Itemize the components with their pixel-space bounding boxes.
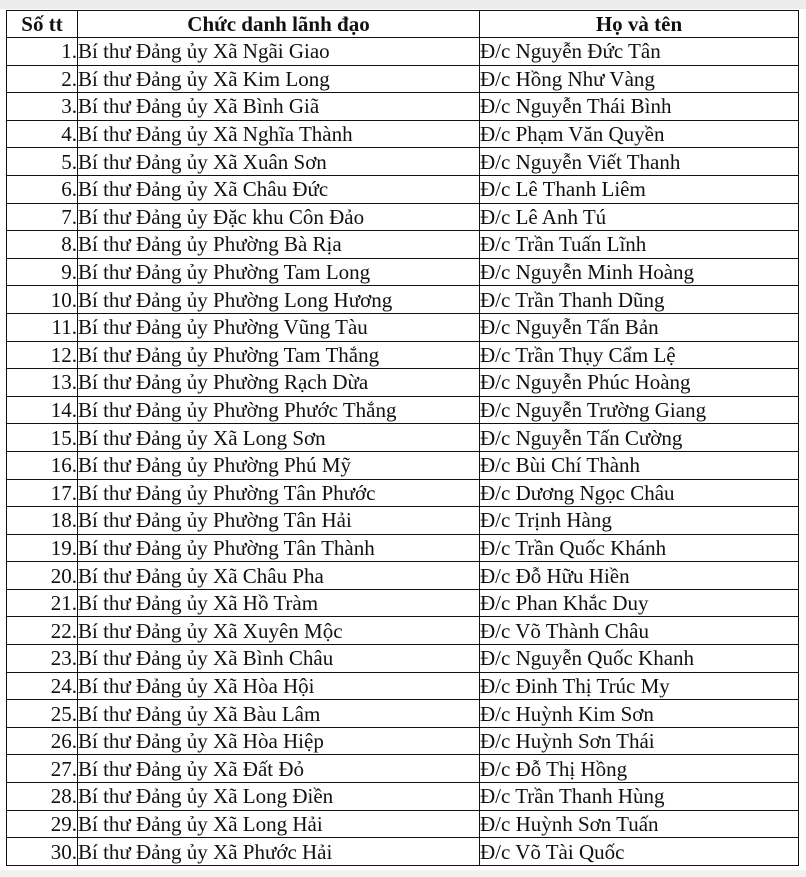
table-row [7,645,799,673]
row-number: 30. [7,838,78,866]
leader-title: Bí thư Đảng ủy Phường Rạch Dừa [78,369,480,397]
row-number: 15. [7,424,78,452]
table-row [7,424,799,452]
leader-name: Đ/c Phạm Văn Quyền [480,120,799,148]
row-number: 5. [7,148,78,176]
leader-title: Bí thư Đảng ủy Phường Bà Rịa [78,231,480,259]
leader-title: Bí thư Đảng ủy Xã Long Hải [78,810,480,838]
leader-name: Đ/c Dương Ngọc Châu [480,479,799,507]
leader-name: Đ/c Đinh Thị Trúc My [480,672,799,700]
leader-title: Bí thư Đảng ủy Xã Nghĩa Thành [78,120,480,148]
table-row [7,231,799,259]
leader-title: Bí thư Đảng ủy Xã Bình Giã [78,93,480,121]
row-number: 26. [7,727,78,755]
table-row [7,203,799,231]
leader-name: Đ/c Đỗ Thị Hồng [480,755,799,783]
table-row [7,727,799,755]
leaders-table [6,10,799,866]
table-row [7,369,799,397]
table-row [7,120,799,148]
leader-name: Đ/c Nguyễn Phúc Hoàng [480,369,799,397]
row-number: 14. [7,396,78,424]
row-number: 24. [7,672,78,700]
leader-title: Bí thư Đảng ủy Xã Long Sơn [78,424,480,452]
bottom-margin-strip [0,870,806,877]
table-row [7,38,799,66]
row-number: 20. [7,562,78,590]
leader-name: Đ/c Võ Thành Châu [480,617,799,645]
leader-name: Đ/c Đỗ Hữu Hiền [480,562,799,590]
leader-title: Bí thư Đảng ủy Xã Bình Châu [78,645,480,673]
leader-title: Bí thư Đảng ủy Xã Châu Đức [78,175,480,203]
table-row [7,313,799,341]
leader-title: Bí thư Đảng ủy Xã Ngãi Giao [78,38,480,66]
leader-title: Bí thư Đảng ủy Phường Tam Long [78,258,480,286]
row-number: 18. [7,507,78,535]
leader-name: Đ/c Nguyễn Quốc Khanh [480,645,799,673]
leader-title: Bí thư Đảng ủy Phường Tân Thành [78,534,480,562]
table-row [7,451,799,479]
leader-title: Bí thư Đảng ủy Xã Hòa Hiệp [78,727,480,755]
header-name: Họ và tên [480,11,799,38]
leader-name: Đ/c Huỳnh Kim Sơn [480,700,799,728]
header-number: Số tt [7,11,78,38]
leader-name: Đ/c Trịnh Hàng [480,507,799,535]
row-number: 28. [7,783,78,811]
leader-name: Đ/c Lê Anh Tú [480,203,799,231]
leader-name: Đ/c Trần Thanh Dũng [480,286,799,314]
leader-title: Bí thư Đảng ủy Phường Tân Hải [78,507,480,535]
row-number: 27. [7,755,78,783]
leader-name: Đ/c Nguyễn Thái Bình [480,93,799,121]
table-row [7,838,799,866]
row-number: 6. [7,175,78,203]
row-number: 3. [7,93,78,121]
table-row [7,286,799,314]
table-row [7,562,799,590]
leader-name: Đ/c Nguyễn Tấn Cường [480,424,799,452]
row-number: 2. [7,65,78,93]
row-number: 22. [7,617,78,645]
leader-name: Đ/c Hồng Như Vàng [480,65,799,93]
leader-name: Đ/c Nguyễn Tấn Bản [480,313,799,341]
table-row [7,672,799,700]
leader-title: Bí thư Đảng ủy Xã Châu Pha [78,562,480,590]
table-row [7,175,799,203]
table-row [7,479,799,507]
top-margin-strip [0,0,806,9]
leader-title: Bí thư Đảng ủy Xã Hồ Tràm [78,589,480,617]
leader-title: Bí thư Đảng ủy Phường Long Hương [78,286,480,314]
row-number: 17. [7,479,78,507]
table-row [7,507,799,535]
table-row [7,148,799,176]
table-row [7,755,799,783]
table-row [7,341,799,369]
leader-name: Đ/c Trần Thụy Cẩm Lệ [480,341,799,369]
table-row [7,617,799,645]
leader-name: Đ/c Võ Tài Quốc [480,838,799,866]
row-number: 25. [7,700,78,728]
table-row [7,258,799,286]
row-number: 19. [7,534,78,562]
row-number: 13. [7,369,78,397]
leader-name: Đ/c Phan Khắc Duy [480,589,799,617]
leader-title: Bí thư Đảng ủy Xã Xuân Sơn [78,148,480,176]
leader-name: Đ/c Nguyễn Minh Hoàng [480,258,799,286]
leader-name: Đ/c Huỳnh Sơn Thái [480,727,799,755]
leader-name: Đ/c Lê Thanh Liêm [480,175,799,203]
row-number: 21. [7,589,78,617]
leader-title: Bí thư Đảng ủy Phường Phú Mỹ [78,451,480,479]
leader-name: Đ/c Huỳnh Sơn Tuấn [480,810,799,838]
row-number: 12. [7,341,78,369]
leader-title: Bí thư Đảng ủy Phường Tân Phước [78,479,480,507]
leader-name: Đ/c Trần Thanh Hùng [480,783,799,811]
header-title: Chức danh lãnh đạo [78,11,480,38]
leader-name: Đ/c Nguyễn Trường Giang [480,396,799,424]
row-number: 23. [7,645,78,673]
leader-title: Bí thư Đảng ủy Xã Đất Đỏ [78,755,480,783]
leader-name: Đ/c Nguyễn Viết Thanh [480,148,799,176]
leader-name: Đ/c Bùi Chí Thành [480,451,799,479]
table-row [7,700,799,728]
row-number: 7. [7,203,78,231]
row-number: 1. [7,38,78,66]
table-row [7,783,799,811]
leader-name: Đ/c Trần Quốc Khánh [480,534,799,562]
leader-title: Bí thư Đảng ủy Xã Long Điền [78,783,480,811]
row-number: 10. [7,286,78,314]
row-number: 9. [7,258,78,286]
table-row [7,534,799,562]
leader-title: Bí thư Đảng ủy Phường Vũng Tàu [78,313,480,341]
table-header-row [7,11,799,38]
leader-title: Bí thư Đảng ủy Đặc khu Côn Đảo [78,203,480,231]
leader-title: Bí thư Đảng ủy Xã Xuyên Mộc [78,617,480,645]
table-row [7,93,799,121]
row-number: 16. [7,451,78,479]
table-row [7,65,799,93]
row-number: 29. [7,810,78,838]
table-row [7,396,799,424]
leader-title: Bí thư Đảng ủy Xã Hòa Hội [78,672,480,700]
table-row [7,589,799,617]
leader-title: Bí thư Đảng ủy Phường Phước Thắng [78,396,480,424]
row-number: 4. [7,120,78,148]
leader-name: Đ/c Nguyễn Đức Tân [480,38,799,66]
leader-name: Đ/c Trần Tuấn Lĩnh [480,231,799,259]
row-number: 8. [7,231,78,259]
leader-title: Bí thư Đảng ủy Xã Kim Long [78,65,480,93]
table-row [7,810,799,838]
leader-title: Bí thư Đảng ủy Xã Phước Hải [78,838,480,866]
leader-title: Bí thư Đảng ủy Xã Bàu Lâm [78,700,480,728]
row-number: 11. [7,313,78,341]
leader-title: Bí thư Đảng ủy Phường Tam Thắng [78,341,480,369]
